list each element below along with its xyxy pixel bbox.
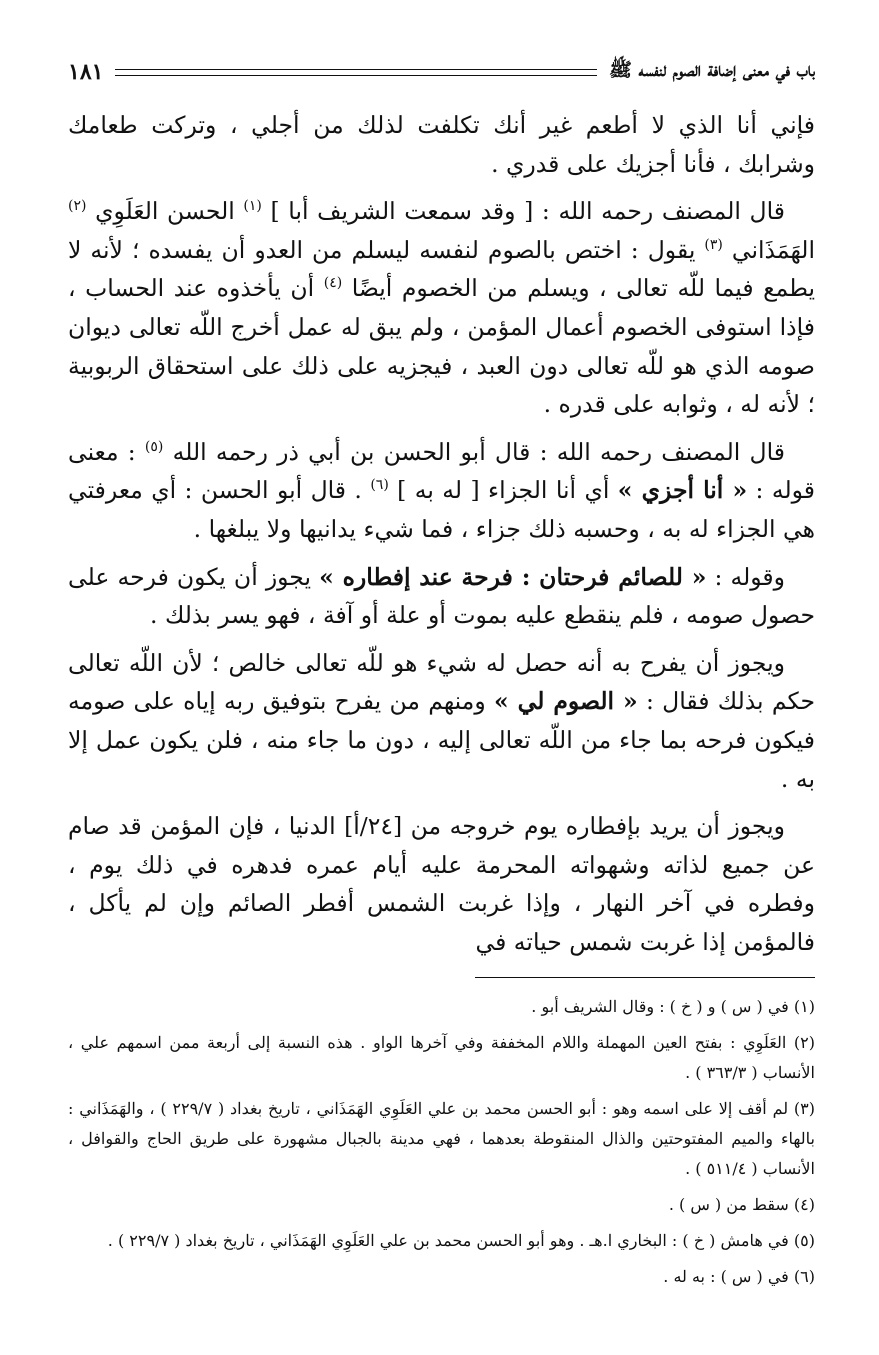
footnote: (٤) سقط من ( س ) .: [668, 1195, 815, 1215]
running-header: [68, 52, 815, 92]
text-run: : معنى قوله :: [68, 437, 815, 505]
quoted-hadith: « للصائم فرحتان : فرحة عند إفطاره »: [319, 562, 707, 591]
quoted-hadith: « الصوم لي »: [493, 687, 638, 716]
text-run: فإني أنا الذي لا أطعم غير أنك تكلفت لذلك من أجلي ، وتركت طعامك وشرابك ، فأنا أجزيك على قدري .: [68, 111, 815, 178]
text-run: وقوله :: [706, 562, 785, 591]
footnote-ref: (٤): [323, 275, 343, 292]
text-run: أي أنا الجزاء [ له به ]: [388, 476, 618, 505]
text-run: يقول : اختص بالصوم لنفسه ليسلم من العدو أن يفسده ؛ لأنه لا يطمع فيما للّه تعالى ، ويسلم من الخصوم أيضًا: [68, 235, 816, 303]
chapter-title: باب في معنى إضافة الصوم لنفسه ﷺ: [608, 59, 815, 81]
text-run: . قال أبو الحسن : أي معرفتي هي الجزاء له به ، وحسبه ذلك جزاء ، فما شيء يدانيها ولا يبلغها .: [68, 476, 815, 543]
footnote: (٦) في ( س ) : به له .: [663, 1267, 815, 1287]
footnote-ref: (٢): [68, 198, 87, 215]
footnotes: [68, 992, 815, 1292]
text-run: أن يأخذوه عند الحساب ، فإذا استوفى الخصوم أعمال المؤمن ، ولم يبق له عمل أخرج اللّه تعالى ديوان صومه الذي هو للّه تعالى دون العبد ، فيجزيه على ذلك على استحقاق الربوبية ؛ لأنه له ، وثوابه على قدره .: [68, 274, 815, 419]
paragraph: [68, 558, 815, 635]
paragraph: [68, 433, 815, 549]
footnote-ref: (٥): [144, 438, 164, 455]
footnote-ref: (٦): [370, 477, 389, 494]
paragraph: [68, 106, 815, 183]
header-double-rule: [115, 69, 597, 76]
footnote: (٥) في هامش ( خ ) : البخاري ا.هـ . وهو أبو الحسن محمد بن علي العَلَوِي الهَمَذَاني ، تاريخ بغداد ( ٢٢٩/٧ ) .: [107, 1231, 815, 1251]
main-text: [68, 106, 815, 961]
footnote: (١) في ( س ) و ( خ ) : وقال الشريف أبو .: [531, 997, 815, 1017]
footnote: (٢) العَلَوِي : بفتح العين المهملة واللام المخففة وفي آخرها الواو . هذه النسبة إلى أربعة ممن اسمهم علي ، الأنساب ( ٣٦٣/٣ ) .: [68, 1033, 815, 1083]
text-run: قال المصنف رحمه الله : قال أبو الحسن بن أبي ذر رحمه الله: [163, 437, 785, 466]
text-run: ومنهم من يفرح بتوفيق ربه إياه على صومه فيكون فرحه بما جاء من اللّه تعالى إليه ، دون ما جاء منه ، فلن يكون عمل إلا به .: [68, 687, 815, 793]
paragraph: [68, 192, 815, 424]
quoted-hadith: « أنا أجزي »: [617, 476, 748, 505]
footnote-ref: (٣): [704, 236, 723, 253]
text-run: الهَمَذَاني: [722, 235, 815, 264]
text-run: يجوز أن يكون فرحه على حصول صومه ، فلم ينقطع عليه بموت أو علة أو آفة ، فهو يسر بذلك .: [68, 562, 815, 630]
text-run: الحسن العَلَوِي: [86, 197, 244, 226]
footnote-ref: (١): [243, 198, 262, 215]
footnote: (٣) لم أقف إلا على اسمه وهو : أبو الحسن محمد بن علي العَلَوِي الهَمَذَاني ، تاريخ بغداد ( ٢٢٩/٧ ) ، والهَمَذَاني : بالهاء والميم المفتوحتين والذال المنقوطة بعدهما ، فهي مدينة بالجبال مشهورة على طريق الحاج والقوافل ، الأنساب ( ٥١١/٤ ) .: [68, 1099, 816, 1179]
page-number: ١٨١: [68, 59, 104, 85]
text-run: قال المصنف رحمه الله : [ وقد سمعت الشريف أبا ]: [261, 197, 785, 226]
footnote-separator: [475, 977, 815, 978]
paragraph: [68, 644, 815, 798]
text-run: ويجوز أن يريد بإفطاره يوم خروجه من [٢٤/أ] الدنيا ، فإن المؤمن قد صام عن جميع لذاته وشهواته المحرمة عليه أيام عمره فدهره في ذلك يوم ، وفطره في آخر النهار ، وإذا غربت الشمس أفطر الصائم وإن لم يأكل ، فالمؤمن إذا غربت شمس حياته في: [68, 812, 816, 956]
paragraph: [68, 807, 815, 961]
text-run: ويجوز أن يفرح به أنه حصل له شيء هو للّه تعالى خالص ؛ لأن اللّه تعالى حكم بذلك فقال :: [68, 648, 815, 716]
